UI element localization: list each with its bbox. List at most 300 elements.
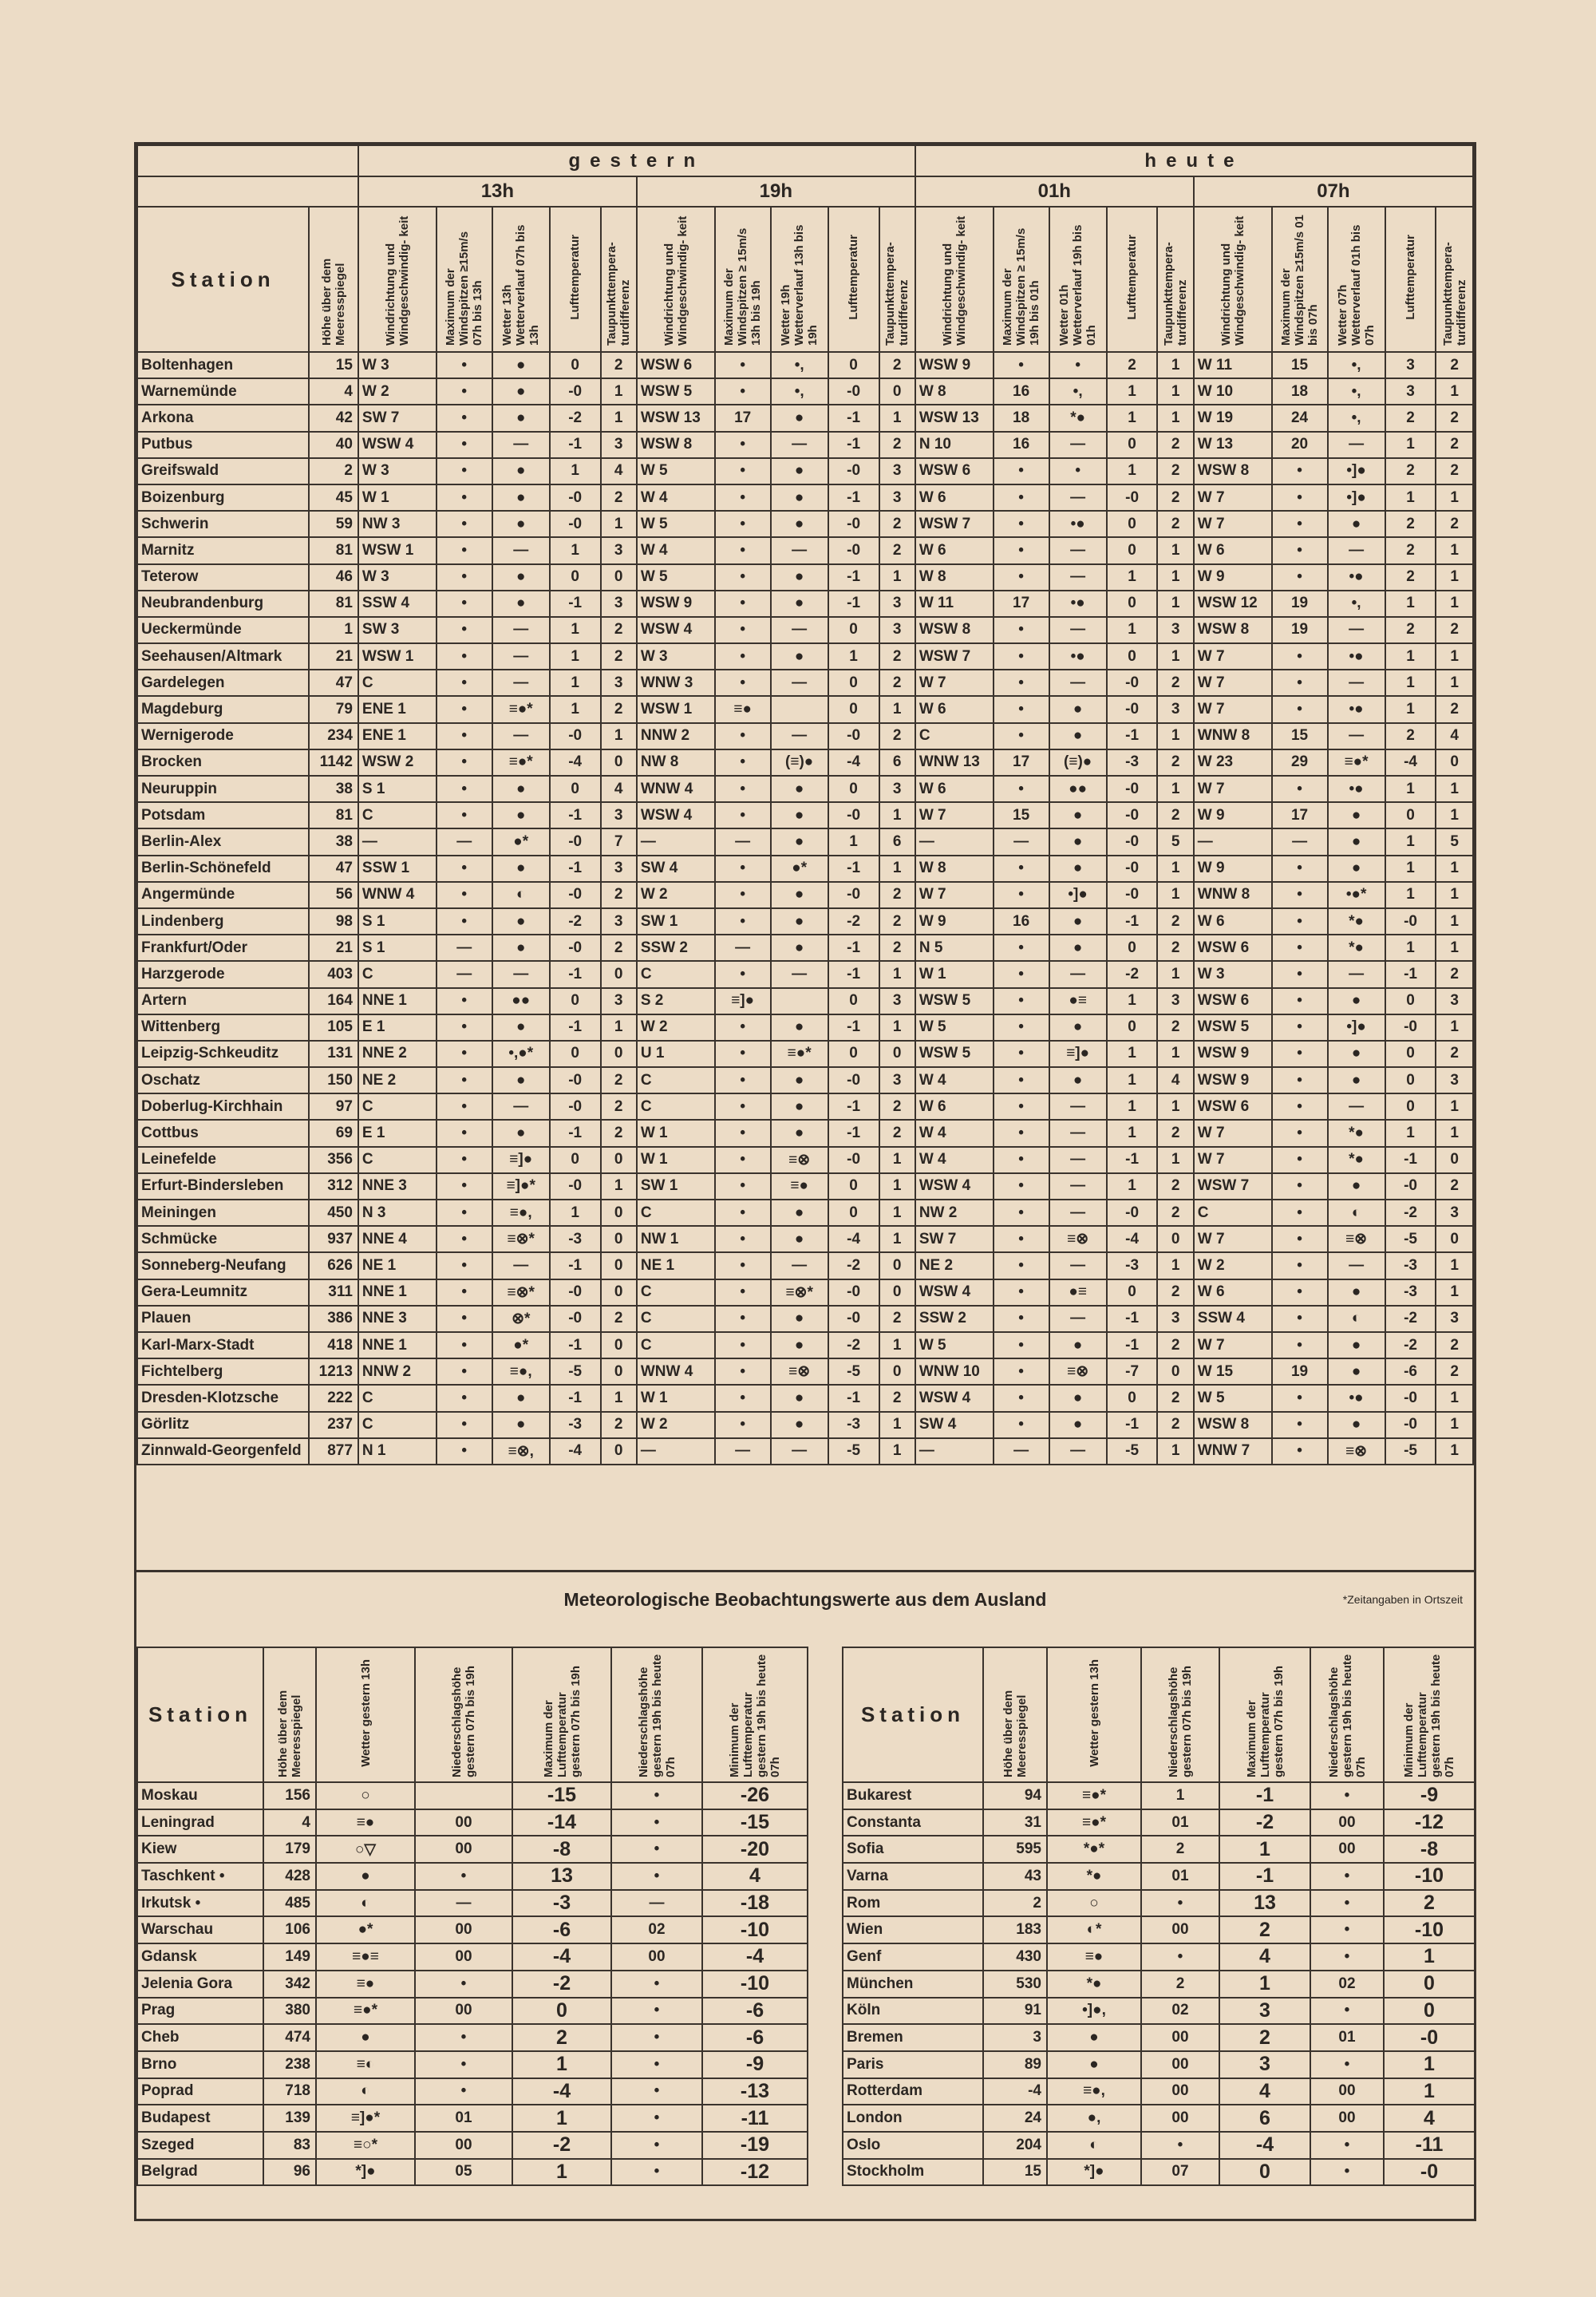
weather-19h: ● — [771, 776, 828, 802]
gust-01h: 17 — [994, 749, 1049, 776]
dew-01h: 3 — [1157, 1306, 1193, 1332]
temp-19h: -1 — [828, 1093, 879, 1120]
gust-07h: • — [1272, 1173, 1328, 1200]
gust-13h: — — [437, 961, 492, 987]
foreign-precip-night: • — [1310, 1916, 1384, 1943]
dew-07h: 2 — [1436, 352, 1473, 378]
station-altitude: 98 — [309, 908, 358, 935]
gust-01h: • — [994, 1332, 1049, 1358]
weather-19h: •, — [771, 352, 828, 378]
weather-19h: ● — [771, 405, 828, 431]
dew-01h: 1 — [1157, 405, 1193, 431]
dew-13h: 0 — [601, 1438, 637, 1465]
wind-01h: N 5 — [915, 935, 994, 961]
weather-19h: ● — [771, 643, 828, 670]
temp-07h: 3 — [1385, 378, 1436, 405]
dew-07h: 3 — [1436, 1306, 1473, 1332]
foreign-precip-day: 00 — [1141, 2024, 1219, 2051]
dew-13h: 1 — [601, 511, 637, 537]
gust-01h: • — [994, 1120, 1049, 1146]
station-name: Plauen — [137, 1306, 309, 1332]
table-row — [137, 2132, 808, 2159]
gust-13h: • — [437, 643, 492, 670]
station-altitude: 81 — [309, 802, 358, 828]
temp-07h: 0 — [1385, 1093, 1436, 1120]
weather-07h: •● — [1328, 696, 1385, 722]
temp-07h: 0 — [1385, 988, 1436, 1014]
foreign-min-temp: -10 — [1384, 1916, 1475, 1943]
gust-19h: • — [715, 458, 771, 484]
wind-07h: W 9 — [1194, 856, 1272, 882]
wind-13h: NE 1 — [358, 1252, 437, 1279]
station-altitude: 42 — [309, 405, 358, 431]
wind-01h: W 11 — [915, 591, 994, 617]
gust-07h: • — [1272, 1200, 1328, 1226]
foreign-weather: ◐ — [1047, 2132, 1141, 2159]
temp-07h: 0 — [1385, 1041, 1436, 1067]
weather-13h: •,●* — [492, 1041, 550, 1067]
foreign-weather: ●, — [1047, 2105, 1141, 2132]
dew-19h: 0 — [879, 378, 915, 405]
dew-19h: 3 — [879, 591, 915, 617]
dew-13h: 7 — [601, 828, 637, 855]
foreign-weather: ≡●, — [1047, 2078, 1141, 2105]
foreign-precip-night: • — [1310, 1890, 1384, 1917]
temp-13h: -0 — [550, 1093, 601, 1120]
foreign-precip-night: • — [611, 2024, 702, 2051]
dew-07h: 4 — [1436, 723, 1473, 749]
foreign-min-temp: -9 — [1384, 1782, 1475, 1809]
gust-13h-header: Maximum der Windspitzen ≥15m/s 07h bis 13h — [437, 207, 492, 352]
weather-13h: ≡]● — [492, 1147, 550, 1173]
gust-07h: 19 — [1272, 591, 1328, 617]
dew-13h: 2 — [601, 1306, 637, 1332]
temp-07h: 2 — [1385, 564, 1436, 591]
temp-07h: -5 — [1385, 1226, 1436, 1252]
temp-01h: -0 — [1107, 776, 1158, 802]
temp-01h: -1 — [1107, 1147, 1158, 1173]
foreign-weather: ○▽ — [316, 1836, 415, 1863]
dew-13h: 0 — [601, 1200, 637, 1226]
station-altitude: 222 — [309, 1385, 358, 1411]
gust-13h: • — [437, 776, 492, 802]
dew-07h: 1 — [1436, 1014, 1473, 1041]
foreign-precip-night: • — [1310, 2132, 1384, 2159]
temp-19h: -1 — [828, 1120, 879, 1146]
gust-07h: • — [1272, 1412, 1328, 1438]
weather-13h: ● — [492, 458, 550, 484]
wind-13h: SW 3 — [358, 617, 437, 643]
station-column-header: Station — [137, 207, 309, 352]
weather-07h: ● — [1328, 1332, 1385, 1358]
wind-07h: C — [1194, 1200, 1272, 1226]
weather-19h: ● — [771, 1120, 828, 1146]
weather-13h: — — [492, 1252, 550, 1279]
gust-19h: • — [715, 537, 771, 563]
dew-19h-header: Taupunkttempera- turdifferenz — [879, 207, 915, 352]
weather-01h: — — [1049, 1438, 1107, 1465]
weather-13h: ◐ — [492, 882, 550, 908]
wind-01h: W 1 — [915, 961, 994, 987]
station-name: Wittenberg — [137, 1014, 309, 1041]
foreign-max-temp: 2 — [1219, 2024, 1310, 2051]
wind-13h: S 1 — [358, 908, 437, 935]
wind-19h: C — [637, 1093, 715, 1120]
foreign-weather: ≡●* — [1047, 1782, 1141, 1809]
gust-19h: • — [715, 643, 771, 670]
temp-07h: 1 — [1385, 935, 1436, 961]
header-19h: 19h — [637, 176, 915, 207]
temp-13h: -1 — [550, 591, 601, 617]
foreign-max-temp: -6 — [512, 1916, 611, 1943]
gust-19h: • — [715, 749, 771, 776]
wind-01h: WSW 7 — [915, 643, 994, 670]
station-altitude: 237 — [309, 1412, 358, 1438]
station-altitude: 47 — [309, 670, 358, 696]
corner-cell — [137, 145, 358, 176]
weather-07h: •●* — [1328, 882, 1385, 908]
domestic-weather-table — [136, 144, 1474, 1465]
weather-01h: ●● — [1049, 776, 1107, 802]
foreign-precip-day: • — [415, 1971, 512, 1998]
foreign-left-precip1-header: Niederschlagshöhe gestern 07h bis 19h — [415, 1647, 512, 1782]
gust-01h: • — [994, 1279, 1049, 1306]
station-altitude: 312 — [309, 1173, 358, 1200]
foreign-precip-night: 02 — [1310, 1971, 1384, 1998]
gust-13h: • — [437, 458, 492, 484]
foreign-station-altitude: 2 — [983, 1890, 1047, 1917]
foreign-min-temp: -13 — [702, 2078, 808, 2105]
wind-19h: NW 1 — [637, 1226, 715, 1252]
gust-07h: • — [1272, 882, 1328, 908]
weather-19h: ≡● — [771, 1173, 828, 1200]
wind-01h: WSW 6 — [915, 458, 994, 484]
foreign-max-temp: 3 — [1219, 2051, 1310, 2078]
temp-01h: 1 — [1107, 378, 1158, 405]
station-altitude: 1213 — [309, 1358, 358, 1385]
foreign-precip-night: • — [1310, 1782, 1384, 1809]
foreign-weather: ◐ — [316, 2078, 415, 2105]
weather-07h: •, — [1328, 591, 1385, 617]
gust-07h: • — [1272, 1385, 1328, 1411]
gust-13h: — — [437, 935, 492, 961]
dew-07h: 2 — [1436, 696, 1473, 722]
gust-07h: • — [1272, 1093, 1328, 1120]
gust-07h: • — [1272, 696, 1328, 722]
foreign-max-temp: -15 — [512, 1782, 611, 1809]
gust-19h: • — [715, 961, 771, 987]
wind-01h: NW 2 — [915, 1200, 994, 1226]
weather-19h: ≡⊗ — [771, 1358, 828, 1385]
temp-01h-header: Lufttemperatur — [1107, 207, 1158, 352]
weather-07h: •]● — [1328, 484, 1385, 511]
wind-01h: W 8 — [915, 564, 994, 591]
wind-19h: NE 1 — [637, 1252, 715, 1279]
wind-01h: WSW 9 — [915, 352, 994, 378]
weather-07h: — — [1328, 537, 1385, 563]
foreign-min-temp: -8 — [1384, 1836, 1475, 1863]
foreign-station-altitude: 595 — [983, 1836, 1047, 1863]
weather-13h: ● — [492, 935, 550, 961]
gust-13h: • — [437, 1093, 492, 1120]
table-row — [137, 1306, 1473, 1332]
station-altitude: 626 — [309, 1252, 358, 1279]
station-altitude: 450 — [309, 1200, 358, 1226]
gust-01h: • — [994, 988, 1049, 1014]
wind-19h: W 5 — [637, 511, 715, 537]
foreign-max-temp: 0 — [1219, 2159, 1310, 2186]
foreign-station-name: Cheb — [137, 2024, 263, 2051]
wind-19h: W 3 — [637, 643, 715, 670]
temp-01h: -1 — [1107, 1412, 1158, 1438]
station-name: Brocken — [137, 749, 309, 776]
table-row — [137, 1173, 1473, 1200]
weather-19h: — — [771, 432, 828, 458]
gust-13h: • — [437, 1332, 492, 1358]
dew-13h: 4 — [601, 776, 637, 802]
weather-01h: ● — [1049, 802, 1107, 828]
dew-13h: 0 — [601, 749, 637, 776]
table-row — [137, 1332, 1473, 1358]
foreign-station-altitude: 91 — [983, 1998, 1047, 2025]
dew-19h: 2 — [879, 935, 915, 961]
foreign-station-name: Szeged — [137, 2132, 263, 2159]
foreign-precip-night: • — [611, 2132, 702, 2159]
weather-07h: — — [1328, 723, 1385, 749]
table-row — [137, 458, 1473, 484]
gust-01h: • — [994, 458, 1049, 484]
foreign-max-temp: 1 — [1219, 1971, 1310, 1998]
station-name: Harzgerode — [137, 961, 309, 987]
wind-01h: SSW 2 — [915, 1306, 994, 1332]
weather-01h: ● — [1049, 1412, 1107, 1438]
foreign-station-altitude: 106 — [263, 1916, 316, 1943]
wind-07h: W 7 — [1194, 643, 1272, 670]
wind-13h: C — [358, 670, 437, 696]
temp-13h: -1 — [550, 961, 601, 987]
weather-13h: ● — [492, 511, 550, 537]
temp-19h: -1 — [828, 961, 879, 987]
foreign-max-temp: -2 — [512, 1971, 611, 1998]
wind-07h: W 11 — [1194, 352, 1272, 378]
dew-19h: 2 — [879, 1120, 915, 1146]
wind-19h: C — [637, 1279, 715, 1306]
foreign-weather: ◐ — [316, 1890, 415, 1917]
wind-19h: WSW 1 — [637, 696, 715, 722]
foreign-weather: ● — [316, 1863, 415, 1890]
dew-19h: 1 — [879, 1226, 915, 1252]
weather-19h: ● — [771, 484, 828, 511]
foreign-station-name: Warschau — [137, 1916, 263, 1943]
dew-01h: 1 — [1157, 882, 1193, 908]
foreign-station-altitude: 430 — [983, 1943, 1047, 1971]
temp-19h: 0 — [828, 988, 879, 1014]
foreign-station-name: Poprad — [137, 2078, 263, 2105]
weather-01h: ● — [1049, 856, 1107, 882]
weather-07h: — — [1328, 1093, 1385, 1120]
dew-07h: 1 — [1436, 1412, 1473, 1438]
temp-07h: -0 — [1385, 908, 1436, 935]
temp-13h: -4 — [550, 1438, 601, 1465]
temp-13h: -2 — [550, 908, 601, 935]
foreign-precip-night: • — [611, 2051, 702, 2078]
station-altitude: 59 — [309, 511, 358, 537]
foreign-min-temp: -6 — [702, 1998, 808, 2025]
dew-01h: 1 — [1157, 352, 1193, 378]
wind-13h: NNE 1 — [358, 988, 437, 1014]
foreign-max-temp: 2 — [1219, 1916, 1310, 1943]
weather-13h: ● — [492, 484, 550, 511]
table-row — [137, 723, 1473, 749]
gust-07h: 18 — [1272, 378, 1328, 405]
foreign-station-altitude: 3 — [983, 2024, 1047, 2051]
gust-01h: • — [994, 696, 1049, 722]
station-altitude: 40 — [309, 432, 358, 458]
foreign-station-name: Varna — [843, 1863, 983, 1890]
temp-07h: -5 — [1385, 1438, 1436, 1465]
dew-01h: 2 — [1157, 458, 1193, 484]
temp-01h: 1 — [1107, 1173, 1158, 1200]
wind-19h: W 5 — [637, 564, 715, 591]
weather-01h: •, — [1049, 378, 1107, 405]
foreign-precip-day: 00 — [1141, 2105, 1219, 2132]
foreign-precip-night: • — [1310, 1998, 1384, 2025]
dew-01h: 1 — [1157, 643, 1193, 670]
temp-01h: -0 — [1107, 696, 1158, 722]
station-name: Arkona — [137, 405, 309, 431]
temp-19h: -0 — [828, 1279, 879, 1306]
temp-01h: 0 — [1107, 1014, 1158, 1041]
weather-19h: ● — [771, 802, 828, 828]
station-name: Cottbus — [137, 1120, 309, 1146]
station-name: Potsdam — [137, 802, 309, 828]
foreign-weather: ≡]●* — [316, 2105, 415, 2132]
wind-07h: W 7 — [1194, 511, 1272, 537]
dew-19h: 1 — [879, 405, 915, 431]
wind-13h: WSW 1 — [358, 643, 437, 670]
temp-13h: -1 — [550, 856, 601, 882]
dew-19h: 1 — [879, 696, 915, 722]
gust-07h: • — [1272, 1067, 1328, 1093]
wind-07h: WSW 5 — [1194, 1014, 1272, 1041]
temp-07h: 2 — [1385, 723, 1436, 749]
domestic-table-body — [137, 352, 1473, 1465]
wind-13h: SSW 4 — [358, 591, 437, 617]
gust-07h-header: Maximum der Windspitzen ≥15m/s 01 bis 07h — [1272, 207, 1328, 352]
wind-19h-header: Windrichtung und Windgeschwindig- keit — [637, 207, 715, 352]
weather-13h: ● — [492, 378, 550, 405]
gust-19h: • — [715, 1279, 771, 1306]
gust-19h: • — [715, 378, 771, 405]
gust-13h: • — [437, 723, 492, 749]
wind-13h: ENE 1 — [358, 723, 437, 749]
gust-01h: • — [994, 935, 1049, 961]
gust-07h: • — [1272, 908, 1328, 935]
gust-19h: • — [715, 1385, 771, 1411]
gust-13h: • — [437, 802, 492, 828]
foreign-min-temp: -9 — [702, 2051, 808, 2078]
dew-07h: 1 — [1436, 564, 1473, 591]
foreign-min-temp: -0 — [1384, 2159, 1475, 2186]
dew-19h: 3 — [879, 484, 915, 511]
dew-13h: 0 — [601, 1147, 637, 1173]
table-row — [137, 988, 1473, 1014]
table-row — [137, 1279, 1473, 1306]
weather-19h: ● — [771, 828, 828, 855]
table-row — [137, 1067, 1473, 1093]
gust-07h: • — [1272, 484, 1328, 511]
wind-07h: W 6 — [1194, 1279, 1272, 1306]
temp-19h: -0 — [828, 378, 879, 405]
wind-07h: W 7 — [1194, 1332, 1272, 1358]
table-row — [137, 1358, 1473, 1385]
station-altitude: 21 — [309, 643, 358, 670]
foreign-precip-day: 02 — [1141, 1998, 1219, 2025]
gust-19h: ≡]● — [715, 988, 771, 1014]
gust-19h: • — [715, 1200, 771, 1226]
dew-13h: 2 — [601, 696, 637, 722]
wind-07h: WSW 8 — [1194, 1412, 1272, 1438]
gust-19h: • — [715, 591, 771, 617]
temp-13h: -1 — [550, 1332, 601, 1358]
foreign-station-name: Paris — [843, 2051, 983, 2078]
foreign-min-temp: 4 — [1384, 2105, 1475, 2132]
foreign-right-precip2-header: Niederschlagshöhe gestern 19h bis heute 07h — [1310, 1647, 1384, 1782]
dew-01h: 0 — [1157, 1226, 1193, 1252]
dew-13h: 2 — [601, 1067, 637, 1093]
temp-19h: -1 — [828, 591, 879, 617]
wind-07h: WSW 7 — [1194, 1173, 1272, 1200]
temp-07h: -1 — [1385, 961, 1436, 987]
temp-19h: 0 — [828, 617, 879, 643]
foreign-precip-day: — — [415, 1890, 512, 1917]
dew-01h-header: Taupunkttempera- turdifferenz — [1157, 207, 1193, 352]
gust-07h: • — [1272, 1120, 1328, 1146]
station-name: Oschatz — [137, 1067, 309, 1093]
header-heute: heute — [915, 145, 1473, 176]
weather-sheet — [134, 142, 1476, 2221]
station-name: Fichtelberg — [137, 1358, 309, 1385]
foreign-precip-day: 2 — [1141, 1971, 1219, 1998]
table-row — [843, 2132, 1475, 2159]
foreign-station-name: Köln — [843, 1998, 983, 2025]
gust-13h: • — [437, 988, 492, 1014]
wind-13h: SSW 1 — [358, 856, 437, 882]
wind-13h: C — [358, 1093, 437, 1120]
wind-13h: WNW 4 — [358, 882, 437, 908]
wind-19h: NNW 2 — [637, 723, 715, 749]
weather-13h: ● — [492, 1385, 550, 1411]
temp-19h: 1 — [828, 643, 879, 670]
station-name: Görlitz — [137, 1412, 309, 1438]
gust-01h: 17 — [994, 591, 1049, 617]
weather-13h: — — [492, 617, 550, 643]
dew-01h: 1 — [1157, 591, 1193, 617]
gust-19h: • — [715, 1067, 771, 1093]
temp-07h-header: Lufttemperatur — [1385, 207, 1436, 352]
station-altitude: 4 — [309, 378, 358, 405]
gust-19h: • — [715, 670, 771, 696]
weather-07h: ● — [1328, 856, 1385, 882]
temp-07h: -3 — [1385, 1279, 1436, 1306]
station-name: Neubrandenburg — [137, 591, 309, 617]
dew-07h: 1 — [1436, 776, 1473, 802]
station-altitude: 877 — [309, 1438, 358, 1465]
weather-07h: ● — [1328, 1173, 1385, 1200]
foreign-max-temp: 2 — [512, 2024, 611, 2051]
gust-01h: • — [994, 1041, 1049, 1067]
foreign-precip-day — [415, 1782, 512, 1809]
